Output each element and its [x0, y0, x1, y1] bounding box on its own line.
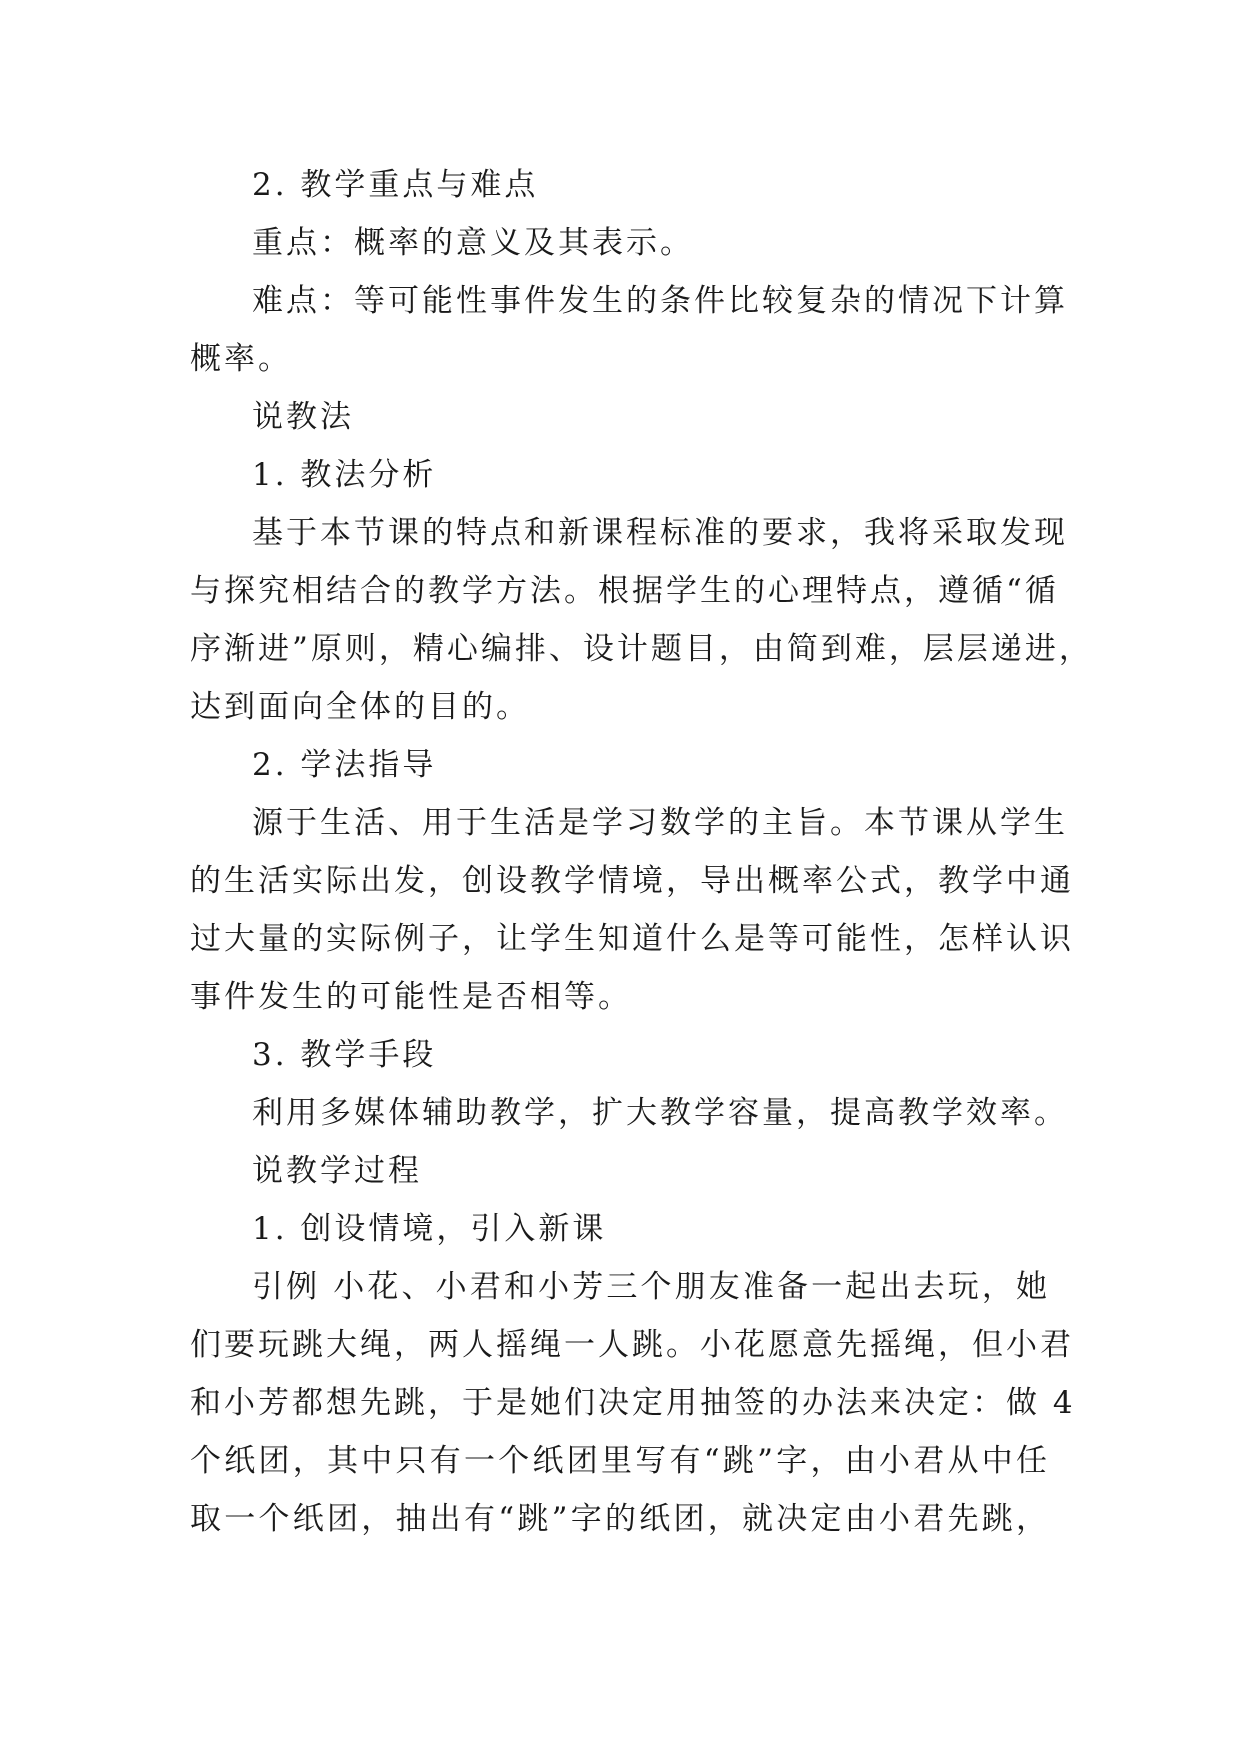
- text-line: 3. 教学手段: [252, 1037, 437, 1073]
- text-line: 概率。: [190, 341, 292, 377]
- text-line: 的生活实际出发，创设教学情境，导出概率公式，教学中通: [190, 863, 1074, 899]
- text-line: 取一个纸团，抽出有“跳”字的纸团，就决定由小君先跳，: [190, 1501, 1050, 1537]
- document-body: [190, 156, 1093, 1548]
- text-line: 和小芳都想先跳，于是她们决定用抽签的办法来决定：做 4: [190, 1385, 1076, 1421]
- text-line: 基于本节课的特点和新课程标准的要求，我将采取发现: [252, 515, 1068, 551]
- text-line: 们要玩跳大绳，两人摇绳一人跳。小花愿意先摇绳，但小君: [190, 1327, 1074, 1363]
- text-line: 说教学过程: [252, 1153, 422, 1189]
- text-line: 利用多媒体辅助教学，扩大教学容量，提高教学效率。: [252, 1095, 1068, 1131]
- text-line: 与探究相结合的教学方法。根据学生的心理特点，遵循“循: [190, 573, 1059, 609]
- text-line: 达到面向全体的目的。: [190, 689, 530, 725]
- text-line: 难点：等可能性事件发生的条件比较复杂的情况下计算: [252, 283, 1068, 319]
- text-line: 说教法: [252, 399, 354, 435]
- text-line: 2. 学法指导: [252, 747, 437, 783]
- text-line: 2. 教学重点与难点: [252, 167, 539, 203]
- text-line: 源于生活、用于生活是学习数学的主旨。本节课从学生: [252, 805, 1068, 841]
- text-line: 个纸团，其中只有一个纸团里写有“跳”字，由小君从中任: [190, 1443, 1050, 1479]
- text-line: 重点：概率的意义及其表示。: [252, 225, 694, 261]
- text-line: 序渐进”原则，精心编排、设计题目，由简到难，层层递进，: [190, 631, 1093, 667]
- text-line: 1. 教法分析: [252, 457, 437, 493]
- text-line: 1. 创设情境，引入新课: [252, 1211, 607, 1247]
- text-line: 过大量的实际例子，让学生知道什么是等可能性，怎样认识: [190, 921, 1074, 957]
- text-line: 引例 小花、小君和小芳三个朋友准备一起出去玩，她: [252, 1269, 1050, 1305]
- text-line: 事件发生的可能性是否相等。: [190, 979, 632, 1015]
